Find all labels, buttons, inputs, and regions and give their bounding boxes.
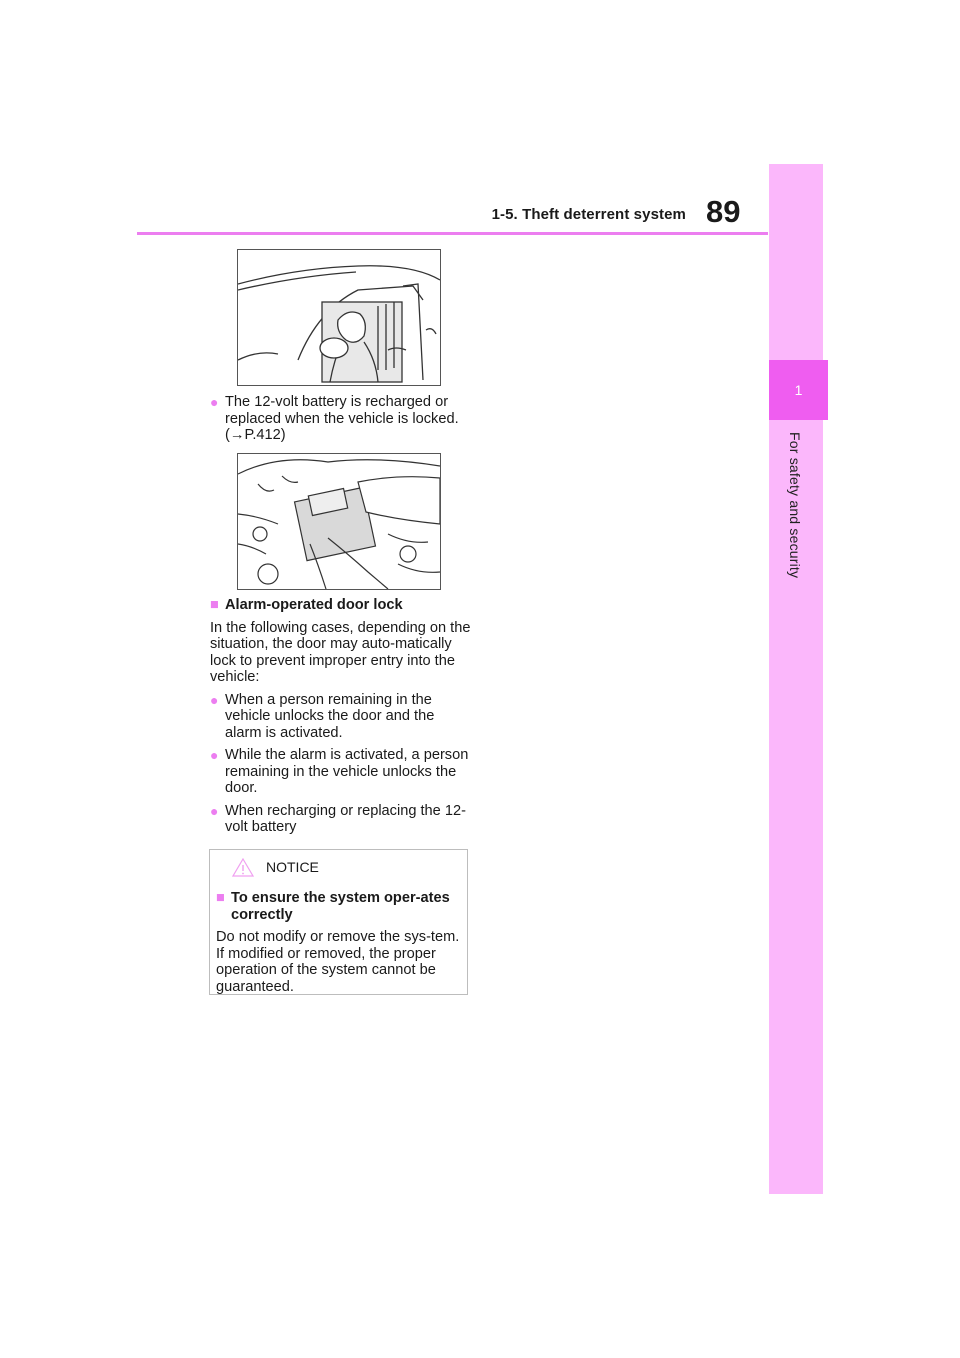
notice-heading-text: To ensure the system oper-ates correctly — [231, 890, 450, 923]
bullet-text-close: ) — [280, 427, 286, 443]
alarm-intro-paragraph: In the following cases, depending on the situation, the door may auto-matically lock to prevent improper entry into the vehicle: — [210, 619, 471, 685]
alarm-bullet-text-1: When a person remaining in the vehicle unlocks the door and the alarm is activated. — [225, 691, 435, 741]
alarm-bullet-3 — [210, 803, 472, 836]
alarm-bullet-text-3: When recharging or replacing the 12-volt battery — [225, 802, 466, 835]
bullet-icon: ● — [210, 394, 219, 410]
bullet-item — [210, 394, 472, 444]
alarm-bullet-text-2: While the alarm is activated, a person remaining in the vehicle unlocks the door. — [225, 747, 469, 796]
alarm-bullet-2 — [210, 747, 472, 797]
page-number: 89 — [706, 194, 741, 229]
page-reference-link[interactable]: P.412 — [244, 427, 281, 443]
warning-triangle-icon — [232, 858, 254, 882]
notice-box — [209, 849, 468, 995]
alarm-section-heading — [210, 597, 472, 614]
square-bullet-icon: ■ — [210, 597, 219, 613]
bullet-icon: ● — [210, 802, 219, 819]
notice-label: NOTICE — [266, 859, 319, 875]
square-bullet-icon: ■ — [216, 890, 225, 906]
bullet-icon: ● — [210, 747, 219, 763]
notice-body: Do not modify or remove the sys-tem. If modified or removed, the proper operation of the system cannot be guaranteed. — [216, 929, 460, 995]
battery-replacement-illustration — [237, 453, 441, 590]
alarm-heading-text: Alarm-operated door lock — [225, 597, 403, 613]
arrow-icon: → — [229, 427, 245, 443]
bullet-icon: ● — [210, 691, 219, 708]
header-section-title: 1-5. Theft deterrent system — [491, 206, 686, 223]
battery-bullet — [210, 394, 472, 450]
header-rule — [137, 232, 768, 235]
side-tab-chapter-label: For safety and security — [787, 432, 803, 579]
side-tab-chapter-number[interactable]: 1 — [769, 360, 828, 420]
person-in-car-illustration — [237, 249, 441, 386]
alarm-bullet-1 — [210, 692, 472, 742]
notice-heading — [216, 890, 461, 923]
alarm-section — [210, 597, 472, 842]
side-tab-bar — [769, 164, 823, 1194]
bullet-text: The 12-volt battery is recharged or replaced when the vehicle is locked. ( — [225, 394, 459, 443]
